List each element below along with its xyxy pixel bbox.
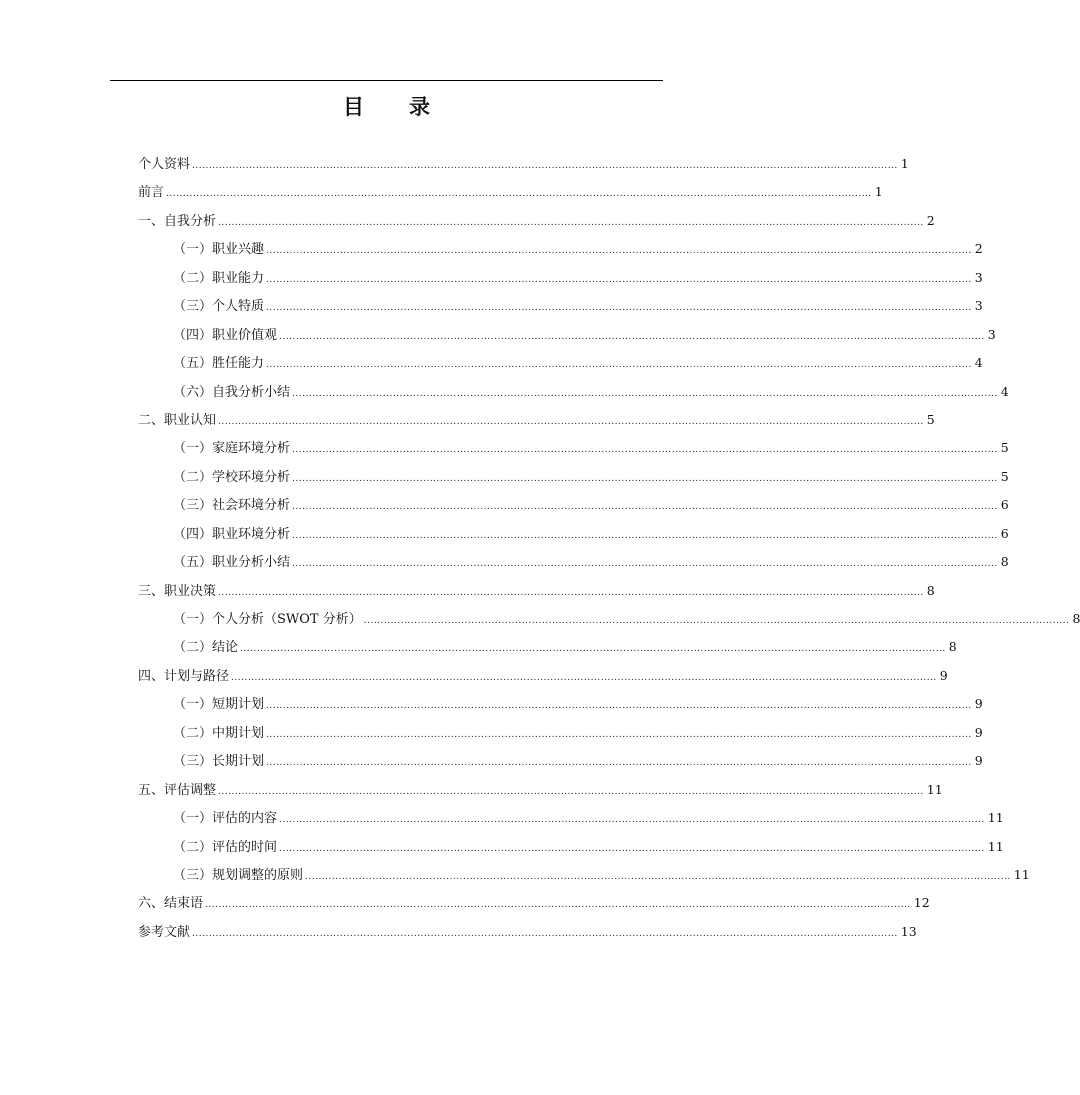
toc-entry-label: （三）长期计划 [173,754,265,770]
toc-entry-label: （四）职业价值观 [173,327,278,343]
toc-entry[interactable] [138,662,948,690]
toc-entry-label: 五、评估调整 [138,782,217,798]
toc-page-number: 4 [1000,383,1009,399]
toc-dot-leader: .................................................................................................................................................................................................................. [218,587,924,598]
toc-subentry[interactable] [138,548,1009,576]
toc-subentry[interactable] [138,861,1030,889]
toc-page-number: 2 [926,212,935,228]
toc-entry-label: （一）个人分析（SWOT 分析） [173,612,362,627]
toc-title: 目 录 [342,95,449,119]
toc-subentry[interactable] [138,491,1009,519]
toc-subentry[interactable] [138,292,983,320]
toc-dot-leader: .................................................................................................................................................................................................................. [231,672,937,683]
toc-entry[interactable] [138,406,935,434]
toc-entry-label: （二）结论 [173,640,239,656]
toc-page-number: 3 [974,269,983,285]
toc-page-number: 6 [1000,525,1009,541]
toc-entry-label: （二）学校环境分析 [173,469,291,485]
toc-entry-label: 参考文献 [138,924,191,940]
toc-page-number: 5 [1000,440,1009,456]
toc-dot-leader: .................................................................................................................................................................................................................. [266,701,972,712]
toc-subentry[interactable] [138,235,983,263]
toc-entry-label: （一）短期计划 [173,697,265,713]
toc-page-number: 5 [1000,468,1009,484]
toc-subentry[interactable] [138,349,983,377]
toc-entry-label: 前言 [138,185,165,201]
toc-subentry[interactable] [138,747,983,775]
toc-page-number: 8 [1000,554,1009,570]
toc-entry-label: 一、自我分析 [138,213,217,229]
toc-page-number: 4 [974,355,983,371]
toc-dot-leader: .................................................................................................................................................................................................................. [292,530,998,541]
toc-dot-leader: .................................................................................................................................................................................................................. [218,416,924,427]
toc-dot-leader: .................................................................................................................................................................................................................. [279,843,985,854]
toc-page-number: 12 [913,895,930,911]
toc-entry-label: （二）评估的时间 [173,839,278,855]
toc-page-number: 9 [974,753,983,769]
toc-dot-leader: .................................................................................................................................................................................................................. [218,217,924,228]
toc-entry-label: （一）职业兴趣 [173,242,265,258]
toc-subentry[interactable] [138,520,1009,548]
toc-subentry[interactable] [138,633,957,661]
toc-entry[interactable] [138,207,935,235]
toc-dot-leader: .................................................................................................................................................................................................................. [292,445,998,456]
toc-subentry[interactable] [138,321,996,349]
toc-entry[interactable] [138,776,943,804]
toc-subentry[interactable] [138,264,983,292]
toc-entry-label: （一）评估的内容 [173,811,278,827]
toc-entry[interactable] [138,889,930,917]
toc-page-number: 3 [987,326,996,342]
toc-dot-leader: .................................................................................................................................................................................................................. [166,189,872,200]
toc-entry-label: （三）社会环境分析 [173,498,291,514]
toc-page-number: 2 [974,241,983,257]
toc-page-number: 1 [900,156,909,171]
toc-page-number: 9 [974,724,983,740]
toc-dot-leader: .................................................................................................................................................................................................................. [292,559,998,570]
toc-dot-leader: .................................................................................................................................................................................................................. [192,161,898,171]
toc-dot-leader: .................................................................................................................................................................................................................. [279,331,985,342]
toc-entry-label: 六、结束语 [138,896,204,912]
toc-entry-label: （二）职业能力 [173,270,265,286]
toc-dot-leader: .................................................................................................................................................................................................................. [292,388,998,399]
toc-entry-label: （四）职业环境分析 [173,526,291,542]
toc-entry-label: （六）自我分析小结 [173,384,291,400]
toc-entry[interactable] [138,918,917,946]
toc-page-number: 11 [926,781,943,797]
toc-page-number: 9 [939,667,948,683]
toc-page-number: 8 [1072,611,1080,626]
toc-entry-label: 四、计划与路径 [138,668,230,684]
toc-subentry[interactable] [138,434,1009,462]
toc-entry-label: （五）职业分析小结 [173,555,291,571]
toc-page-number: 11 [1013,866,1030,882]
toc-dot-leader: .................................................................................................................................................................................................................. [292,473,998,484]
toc-entry-label: 个人资料 [138,157,191,172]
toc-entry[interactable] [138,150,909,178]
toc-entry-label: 三、职业决策 [138,583,217,599]
toc-subentry[interactable] [138,804,1004,832]
toc-dot-leader: .................................................................................................................................................................................................................. [266,360,972,371]
toc-page-number: 8 [948,639,957,655]
table-of-contents [138,150,1080,946]
header-rule [110,80,663,81]
toc-dot-leader: .................................................................................................................................................................................................................. [292,502,998,513]
toc-dot-leader: .................................................................................................................................................................................................................. [279,815,985,826]
toc-page-number: 13 [900,923,917,939]
toc-entry-label: （一）家庭环境分析 [173,441,291,457]
toc-entry-label: （五）胜任能力 [173,356,265,372]
toc-entry-label: （三）个人特质 [173,299,265,315]
toc-page-number: 11 [987,810,1004,826]
toc-dot-leader: .................................................................................................................................................................................................................. [240,644,946,655]
toc-page-number: 6 [1000,497,1009,513]
toc-subentry[interactable] [138,605,1080,633]
toc-page-number: 8 [926,582,935,598]
toc-dot-leader: .................................................................................................................................................................................................................. [205,900,911,911]
toc-dot-leader: .................................................................................................................................................................................................................. [218,786,924,797]
toc-dot-leader: .................................................................................................................................................................................................................. [266,758,972,769]
toc-dot-leader: .................................................................................................................................................................................................................. [266,729,972,740]
toc-subentry[interactable] [138,719,983,747]
toc-dot-leader: .................................................................................................................................................................................................................. [305,871,1011,882]
toc-subentry[interactable] [138,833,1004,861]
toc-page-number: 9 [974,696,983,712]
toc-subentry[interactable] [138,378,1009,406]
toc-entry[interactable] [138,178,883,206]
toc-page-number: 1 [874,184,883,200]
toc-page-number: 11 [987,838,1004,854]
toc-dot-leader: .................................................................................................................................................................................................................. [192,928,898,939]
toc-subentry[interactable] [138,690,983,718]
toc-page-number: 3 [974,298,983,314]
toc-dot-leader: .................................................................................................................................................................................................................. [363,616,1070,626]
toc-dot-leader: .................................................................................................................................................................................................................. [266,274,972,285]
toc-entry[interactable] [138,577,935,605]
toc-dot-leader: .................................................................................................................................................................................................................. [266,303,972,314]
toc-subentry[interactable] [138,463,1009,491]
toc-entry-label: （三）规划调整的原则 [173,867,304,883]
toc-entry-label: （二）中期计划 [173,725,265,741]
toc-entry-label: 二、职业认知 [138,412,217,428]
toc-page-number: 5 [926,411,935,427]
toc-dot-leader: .................................................................................................................................................................................................................. [266,246,972,257]
